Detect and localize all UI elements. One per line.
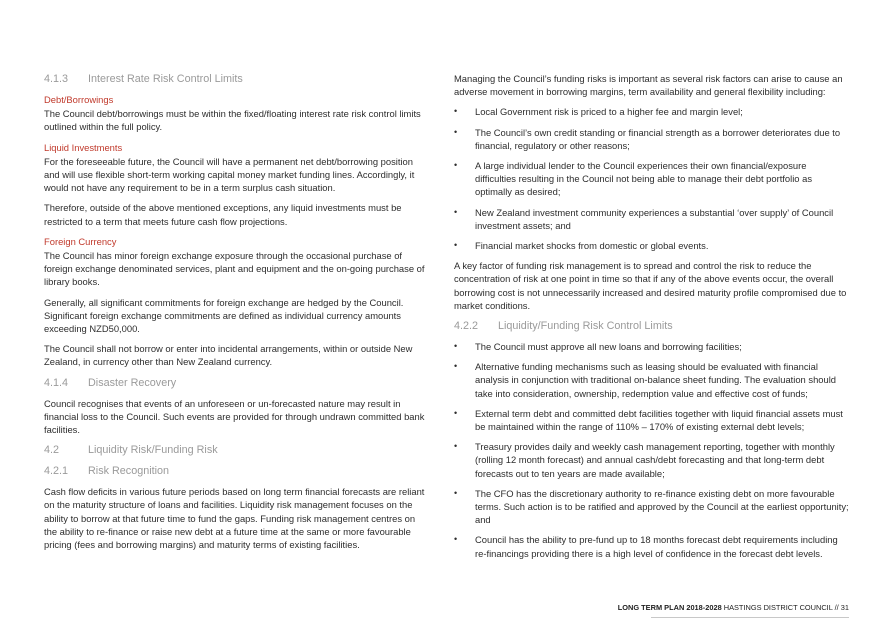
bullet-icon: •: [454, 160, 458, 171]
footer-plan-title: LONG TERM PLAN 2018-2028: [617, 603, 722, 612]
paragraph: The Council debt/borrowings must be within the fixed/floating interest rate risk control limits outlined within the full policy.: [44, 108, 421, 133]
subheading-debt-borrowings: Debt/Borrowings: [44, 94, 114, 105]
section-title: Interest Rate Risk Control Limits: [88, 73, 243, 85]
section-title: Risk Recognition: [88, 465, 170, 478]
list-item: • Council has the ability to pre-fund up to 18 months forecast debt requirements including re-financings providing there is a high level of confidence in the forecast debt levels.: [454, 534, 838, 559]
bullet-icon: •: [454, 126, 458, 137]
section-heading-4-1-4: [44, 376, 426, 390]
bullet-icon: •: [454, 534, 458, 545]
paragraph: Managing the Council’s funding risks is important as several risk factors can arise to cause an adverse movement in borrowing margins, term availability and general flexibility including:: [454, 73, 843, 98]
right-column: [454, 72, 850, 567]
paragraph: The Council has minor foreign exchange exposure through the occasional purchase of foreign exchange denominated services, plant and equipment and the on-going purchase of library books.: [44, 250, 425, 288]
subheading-liquid-investments: Liquid Investments: [44, 141, 123, 153]
list-item: • Local Government risk is priced to a higher fee and margin level;: [454, 106, 743, 118]
paragraph: Council recognises that events of an unforeseen or un-forecasted nature may result in financial loss to the Council. Such events are provided for through undrawn committed bank facilities.: [44, 397, 425, 436]
section-title: Liquidity/Funding Risk Control Limits: [498, 320, 673, 333]
subheading-foreign-currency: Foreign Currency: [44, 235, 117, 247]
paragraph: Therefore, outside of the above mentioned exceptions, any liquid investments must be restricted to a term that meets future cash flow projections.: [44, 202, 402, 227]
section-number: 4.2.1: [44, 465, 69, 478]
bullet-icon: •: [454, 240, 458, 251]
list-item: • Treasury provides daily and weekly cash management reporting, together with monthly (rolling 12 month forecast) and annual cash/debt forecasting and that long-term debt forecasts out to ten years are made available;: [454, 441, 835, 479]
section-title: Liquidity Risk/Funding Risk: [88, 444, 218, 457]
page-footer: [618, 603, 849, 613]
paragraph: For the foreseeable future, the Council will have a permanent net debt/borrowing position and will use flexible short-term working capital money market funding lines. Accordingly, it would not have any requirement to be in a term surplus cash situation.: [44, 155, 415, 194]
paragraph: Generally, all significant commitments for foreign exchange are hedged by the Council. Significant foreign exchange commitments are defined as individual currency amounts exceeding NZD50,000.: [44, 296, 404, 335]
section-number: 4.2: [44, 444, 60, 457]
list-item: • New Zealand investment community experiences a substantial ‘over supply’ of Council investment assets; and: [454, 206, 834, 231]
section-number: 4.1.4: [44, 376, 69, 389]
control-limits-list: [454, 340, 850, 560]
footer-divider: [651, 617, 849, 618]
bullet-icon: •: [454, 407, 458, 418]
bullet-icon: •: [454, 441, 458, 452]
section-heading-4-2: [44, 443, 426, 457]
list-item: • The CFO has the discretionary authority to re-finance existing debt on more favourable terms. Such action is to be ratified and approved by the Council at the earliest opportunity; and: [454, 487, 849, 526]
left-column: [44, 72, 426, 558]
list-item: • Financial market shocks from domestic or global events.: [454, 240, 709, 252]
list-item: • A large individual lender to the Council experiences their own financial/exposure difficulties resulting in the Council not being able to manage their debt portfolio as optimally as desired;: [454, 160, 813, 198]
bullet-icon: •: [454, 487, 458, 498]
section-heading-4-2-1: [44, 464, 426, 478]
paragraph: A key factor of funding risk management is to spread and control the risk to reduce the concentration of risk at one point in time so that if any of the above events occur, the overall borrowing cost is not unnecessarily increased and desired maturity profile compromised due to market conditions.: [454, 260, 847, 311]
section-heading-4-2-2: [454, 319, 850, 333]
paragraph: Cash flow deficits in various future periods based on long term financial forecasts are reliant on the maturity structure of loans and facilities. Liquidity risk management focuses on the ability to borrow at that future time to fund the gaps. Funding risk management centres on the ability to re-finance or raise new debt at a future time at the same or more favourable pricing (fees and borrowing margins) and maturity terms of existing facilities.: [44, 486, 425, 551]
section-title: Disaster Recovery: [88, 376, 177, 389]
list-item: • The Council must approve all new loans and borrowing facilities;: [454, 341, 742, 353]
risk-factor-list: [454, 105, 850, 252]
section-number: 4.1.3: [44, 73, 69, 85]
list-item: • Alternative funding mechanisms such as leasing should be evaluated with financial analysis in conjunction with traditional on-balance sheet funding. The evaluation should take into consideration, ownership, redemption value and effective cost of funds;: [454, 361, 837, 399]
bullet-icon: •: [454, 341, 458, 352]
list-item: • The Council’s own credit standing or financial strength as a borrower deteriorates due to financial, regulatory or other reasons;: [454, 126, 841, 151]
footer-council-page: HASTINGS DISTRICT COUNCIL // 31: [721, 603, 849, 612]
bullet-icon: •: [454, 361, 458, 372]
bullet-icon: •: [454, 106, 458, 117]
section-heading-4-1-3: [44, 72, 426, 86]
section-number: 4.2.2: [454, 320, 479, 333]
list-item: • External term debt and committed debt facilities together with liquid financial assets must be maintained within the range of 110% – 170% of existing external debt levels;: [454, 407, 843, 433]
paragraph: The Council shall not borrow or enter into incidental arrangements, within or outside New Zealand, in currency other than New Zealand currency.: [44, 343, 413, 368]
bullet-icon: •: [454, 206, 458, 217]
